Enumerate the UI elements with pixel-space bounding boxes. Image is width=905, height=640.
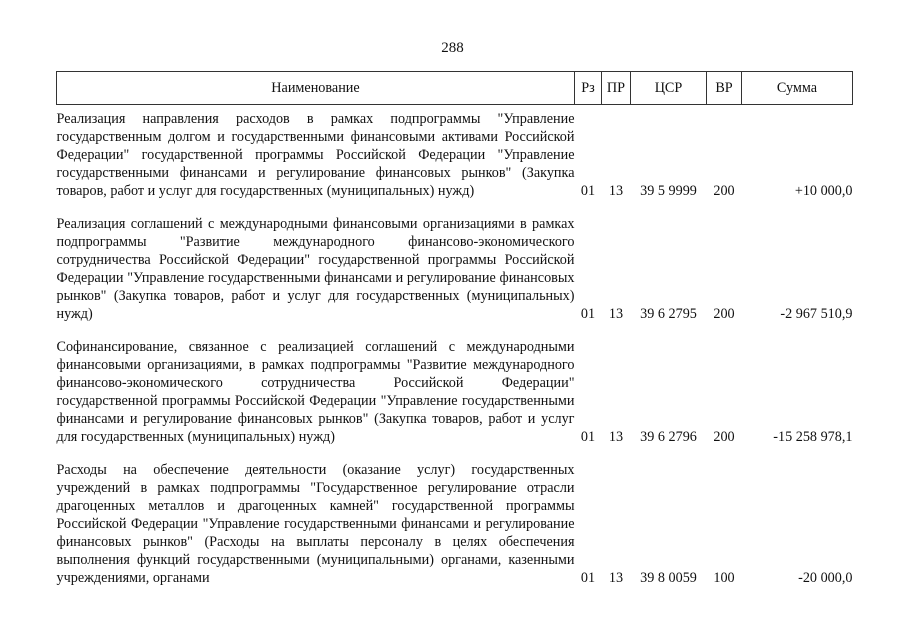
row-csr: 39 6 2796 bbox=[640, 429, 697, 445]
table-row bbox=[57, 333, 853, 456]
row-sum: +10 000,0 bbox=[794, 183, 853, 199]
page-number: 288 bbox=[441, 40, 464, 56]
row-sum: -2 967 510,9 bbox=[780, 306, 853, 322]
budget-table bbox=[56, 71, 853, 587]
header-rz: Рз bbox=[575, 72, 602, 105]
row-rz: 01 bbox=[580, 429, 596, 445]
header-csr: ЦСР bbox=[631, 72, 707, 105]
row-vr: 200 bbox=[713, 306, 735, 322]
row-csr: 39 5 9999 bbox=[640, 183, 697, 199]
row-vr: 200 bbox=[713, 429, 735, 445]
row-name: Реализация соглашений с международными финансовыми организациями в рамках подпрограммы "Развитие международного финансово-экономического сотрудничества Российской Федерации" государственной программы Российской Федерации "Управление государственными финансами и регулирование финансовых рынков" (Закупка товаров, работ и услуг для государственных (муниципальных) нужд) bbox=[56, 216, 575, 322]
header-sum: Сумма bbox=[742, 72, 853, 105]
row-pr: 13 bbox=[608, 306, 624, 322]
row-csr: 39 8 0059 bbox=[640, 570, 697, 586]
row-pr: 13 bbox=[608, 429, 624, 445]
row-pr: 13 bbox=[608, 183, 624, 199]
row-csr: 39 6 2795 bbox=[640, 306, 697, 322]
row-pr: 13 bbox=[608, 570, 624, 586]
header-name: Наименование bbox=[57, 72, 575, 105]
header-vr: ВР bbox=[707, 72, 742, 105]
table-row bbox=[57, 456, 853, 587]
table-row bbox=[57, 105, 853, 211]
row-name: Реализация направления расходов в рамках подпрограммы "Управление государственным долгом и государственными финансовыми активами Российской Федерации" государственной программы Российской Федерации "Управление государственными финансами и регулирование финансовых рынков" (Закупка товаров, работ и услуг для государственных (муниципальных) нужд) bbox=[56, 111, 575, 199]
row-vr: 200 bbox=[713, 183, 735, 199]
header-pr: ПР bbox=[602, 72, 631, 105]
row-name: Расходы на обеспечение деятельности (оказание услуг) государственных учреждений в рамках подпрограммы "Государственное регулирование отрасли драгоценных металлов и драгоценных камней" государственной программы Российской Федерации "Управление государственными финансами и регулирование финансовых рынков" (Расходы на выплаты персоналу в целях обеспечения выполнения функций государственными (муниципальными) органами, казенными учреждениями, органами bbox=[56, 462, 575, 586]
row-rz: 01 bbox=[580, 570, 596, 586]
row-rz: 01 bbox=[580, 183, 596, 199]
table-header-row bbox=[57, 72, 853, 105]
row-sum: -15 258 978,1 bbox=[773, 429, 853, 445]
row-rz: 01 bbox=[580, 306, 596, 322]
row-sum: -20 000,0 bbox=[798, 570, 853, 586]
row-vr: 100 bbox=[713, 570, 735, 586]
row-name: Софинансирование, связанное с реализацией соглашений с международными финансовыми организациями, в рамках подпрограммы "Развитие международного финансово-экономического сотрудничества Российской Федерации" государственной программы Российской Федерации "Управление государственными финансами и регулирование финансовых рынков" (Закупка товаров, работ и услуг для государственных (муниципальных) нужд) bbox=[56, 339, 575, 445]
table-row bbox=[57, 210, 853, 333]
